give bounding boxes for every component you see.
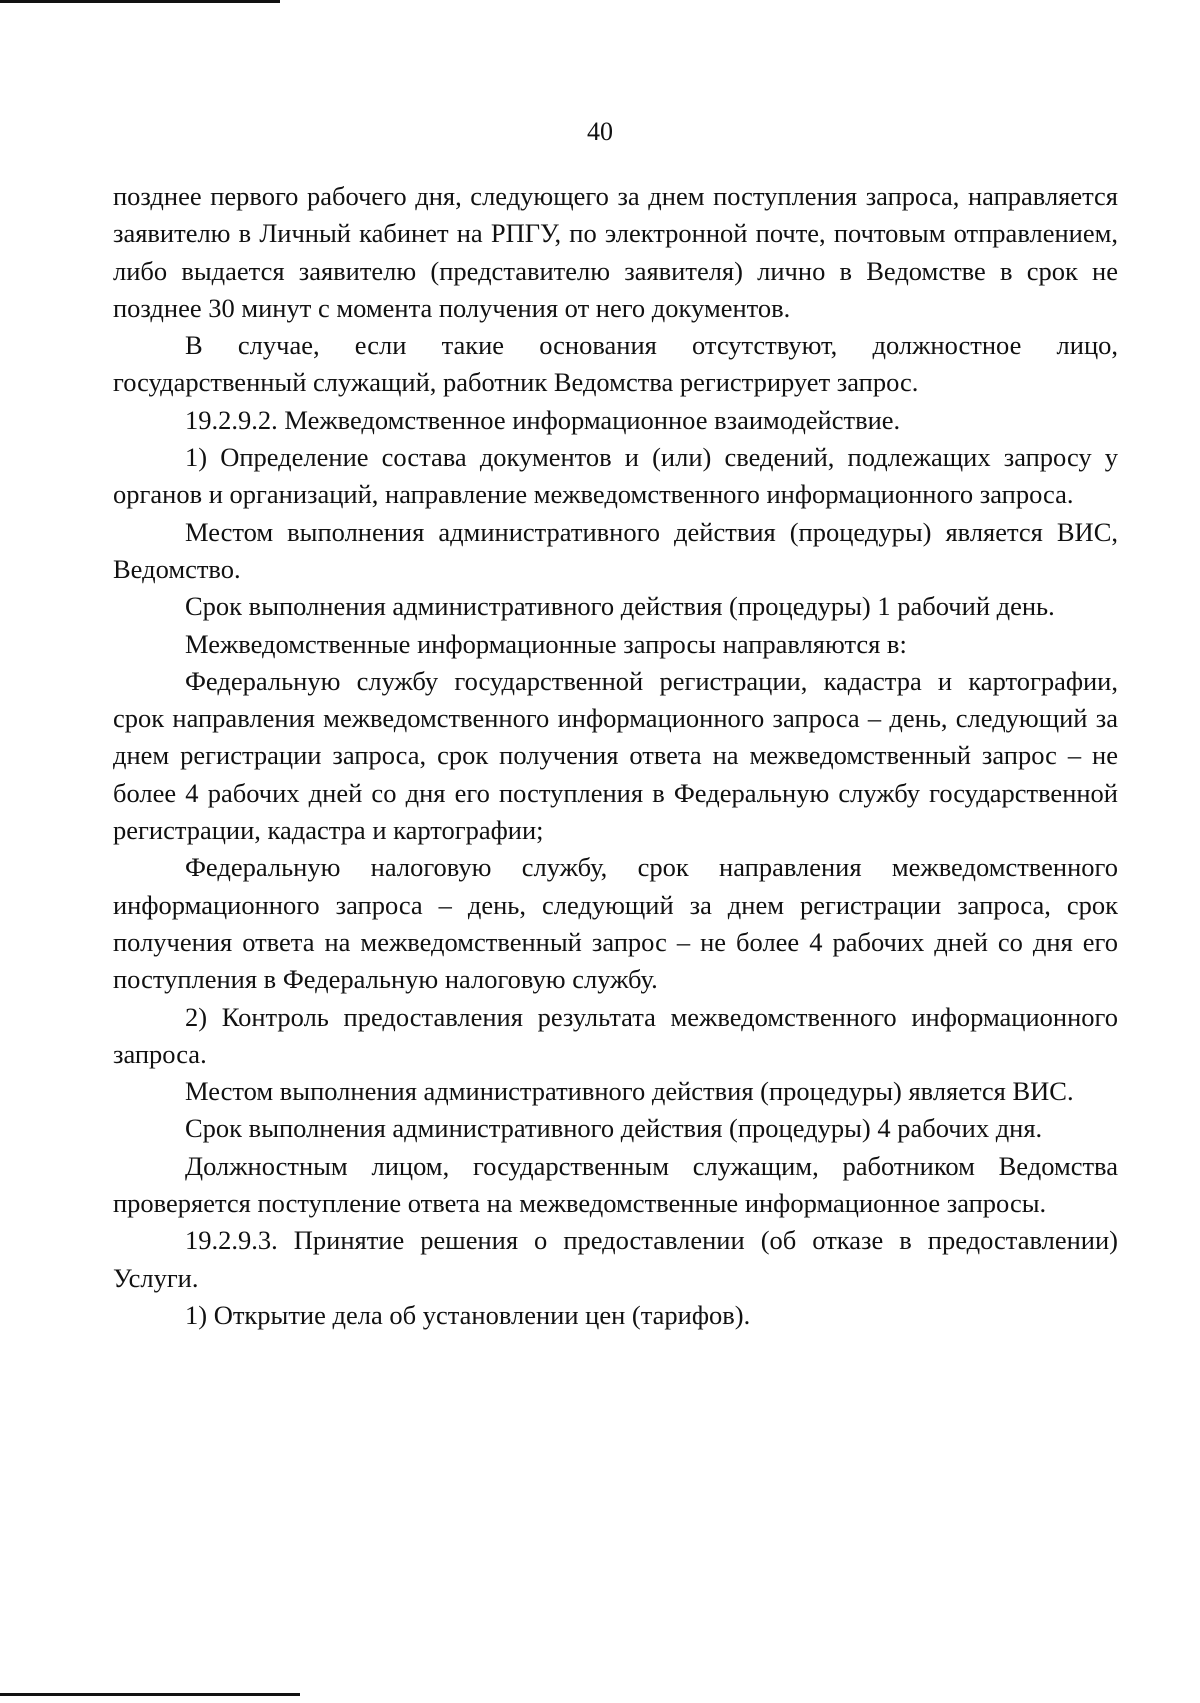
paragraph-open-case: 1) Открытие дела об установлении цен (тарифов). — [185, 1299, 751, 1330]
paragraph-place-2: Местом выполнения административного действия (процедуры) является ВИС. — [185, 1076, 1074, 1107]
paragraph-check-response: Должностным лицом, государственным служащим, работником Ведомства проверяется поступление ответа на межведомственные информационное запросы. — [113, 1150, 1118, 1219]
paragraph-tax-service: Федеральную налоговую службу, срок направления межведомственного информационного запроса – день, следующий за днем регистрации запроса, срок получения ответа на межведомственный запрос – не более 4 рабочих дней со дня его поступления в Федеральную налоговую службу. — [113, 852, 1118, 995]
page-number: 40 — [587, 117, 613, 146]
section-heading-19-2-9-3: 19.2.9.3. Принятие решения о предоставлении (об отказе в предоставлении) Услуги. — [113, 1225, 1118, 1293]
paragraph-registration: В случае, если такие основания отсутствуют, должностное лицо, государственный служащий, работник Ведомства регистрирует запрос. — [113, 330, 1118, 398]
paragraph-continuation: позднее первого рабочего дня, следующего за днем поступления запроса, направляется заявителю в Личный кабинет на РПГУ, по электронной почте, почтовым отправлением, либо выдается заявителю (представителю заявителя) лично в Ведомстве в срок не позднее 30 минут с момента получения от него документов. — [113, 181, 1118, 323]
paragraph-step-2: 2) Контроль предоставления результата межведомственного информационного запроса. — [113, 1001, 1118, 1069]
paragraph-step-1: 1) Определение состава документов и (или) сведений, подлежащих запросу у органов и организаций, направление межведомственного информационного запроса. — [113, 442, 1118, 510]
paragraph-term-1: Срок выполнения административного действия (процедуры) 1 рабочий день. — [185, 591, 1055, 622]
paragraph-term-2: Срок выполнения административного действия (процедуры) 4 рабочих дня. — [185, 1113, 1043, 1144]
scan-edge-line-top — [0, 0, 280, 3]
paragraph-rosreestr: Федеральную службу государственной регистрации, кадастра и картографии, срок направления межведомственного информационного запроса – день, следующий за днем регистрации запроса, срок получения ответа на межведомственный запрос – не более 4 рабочих дней со дня его поступления в Федеральную службу государственной регистрации, кадастра и картографии; — [113, 665, 1118, 846]
paragraph-place-1: Местом выполнения административного действия (процедуры) является ВИС, Ведомство. — [113, 516, 1118, 584]
scan-edge-line-bottom — [0, 1693, 300, 1696]
paragraph-requests-sent: Межведомственные информационные запросы направляются в: — [185, 628, 907, 659]
document-body — [113, 178, 1118, 1334]
section-heading-19-2-9-2: 19.2.9.2. Межведомственное информационное взаимодействие. — [185, 404, 901, 435]
